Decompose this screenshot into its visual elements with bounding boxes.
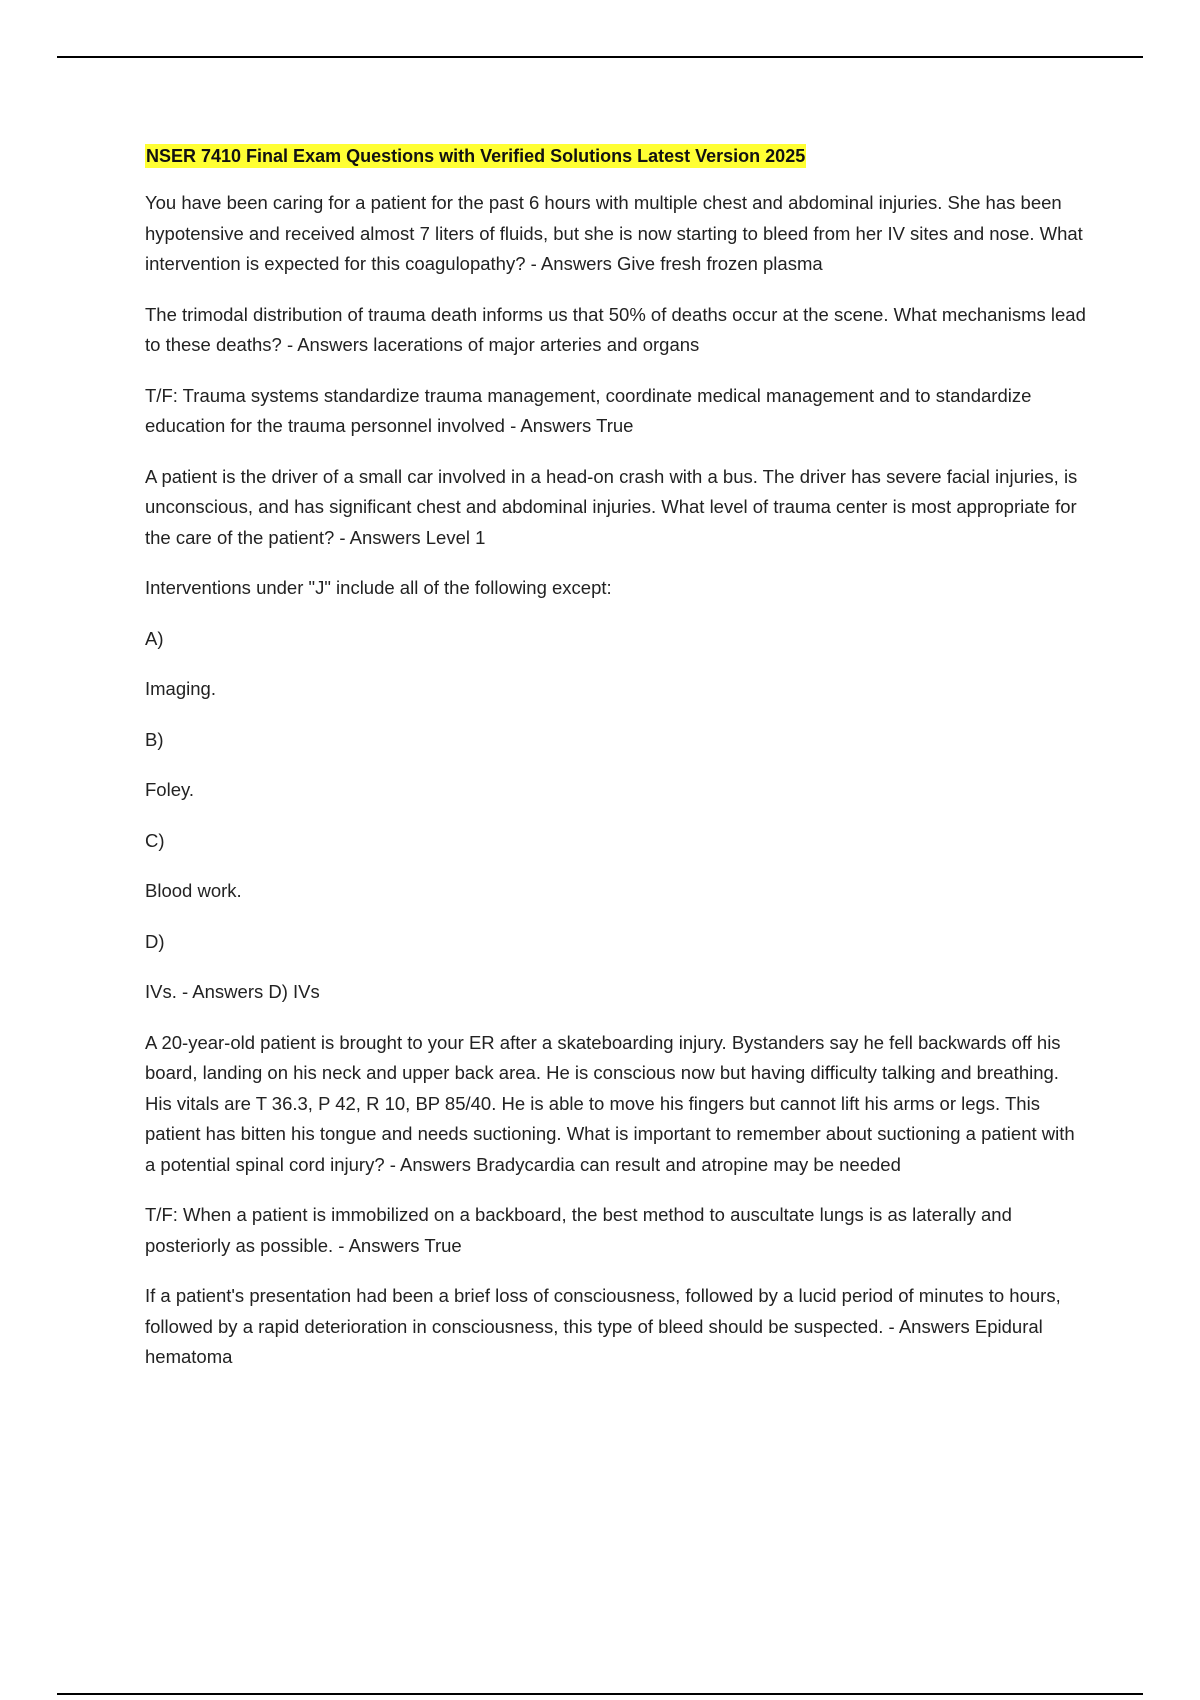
option-d-text-answer: IVs. - Answers D) IVs xyxy=(145,981,320,1002)
option-b-label: B) xyxy=(145,728,164,750)
option-a-label: A) xyxy=(145,627,164,649)
option-c-label: C) xyxy=(145,829,165,851)
question-trimodal-distribution: The trimodal distribution of trauma death informs us that 50% of deaths occur at the scene. What mechanisms lead to these deaths? - Answers lacerations of major arteries and organs xyxy=(145,303,1086,355)
top-rule xyxy=(57,56,1143,58)
question-epidural-hematoma: If a patient's presentation had been a brief loss of consciousness, followed by a lucid period of minutes to hours, followed by a rapid deterioration in consciousness, this type of bleed should be suspected. - Answers Epidural hematoma xyxy=(145,1285,1061,1367)
question-backboard-auscultation: T/F: When a patient is immobilized on a backboard, the best method to auscultate lungs is as laterally and posteriorly as possible. - Answers True xyxy=(145,1204,1012,1256)
option-b-text: Foley. xyxy=(145,779,195,800)
question-interventions-j: Interventions under "J" include all of the following except: xyxy=(145,577,612,598)
question-coagulopathy: You have been caring for a patient for the past 6 hours with multiple chest and abdominal injuries. She has been hypotensive and received almost 7 liters of fluids, but she is now starting to bleed from her IV sites and nose. What intervention is expected for this coagulopathy? - Answers Give fresh frozen plasma xyxy=(145,192,1083,274)
document-body xyxy=(145,144,1090,1393)
option-c-text: Blood work. xyxy=(145,880,242,901)
question-trauma-systems: T/F: Trauma systems standardize trauma management, coordinate medical management and to standardize education for the trauma personnel involved - Answers True xyxy=(145,384,1032,436)
option-a-text: Imaging. xyxy=(145,678,216,699)
question-trauma-center-level: A patient is the driver of a small car involved in a head-on crash with a bus. The driver has severe facial injuries, is unconscious, and has significant chest and abdominal injuries. What level of trauma center is most appropriate for the care of the patient? - Answers Level 1 xyxy=(145,465,1078,548)
option-d-label: D) xyxy=(145,930,165,952)
question-spinal-suctioning: A 20-year-old patient is brought to your ER after a skateboarding injury. Bystanders say he fell backwards off his board, landing on his neck and upper back area. He is conscious now but having difficulty talking and breathing. His vitals are T 36.3, P 42, R 10, BP 85/40. He is able to move his fingers but cannot lift his arms or legs. This patient has bitten his tongue and needs suctioning. What is important to remember about suctioning a patient with a potential spinal cord injury? - Answers Bradycardia can result and atropine may be needed xyxy=(145,1031,1075,1175)
bottom-rule xyxy=(57,1693,1143,1695)
document-title: NSER 7410 Final Exam Questions with Verified Solutions Latest Version 2025 xyxy=(146,146,806,166)
